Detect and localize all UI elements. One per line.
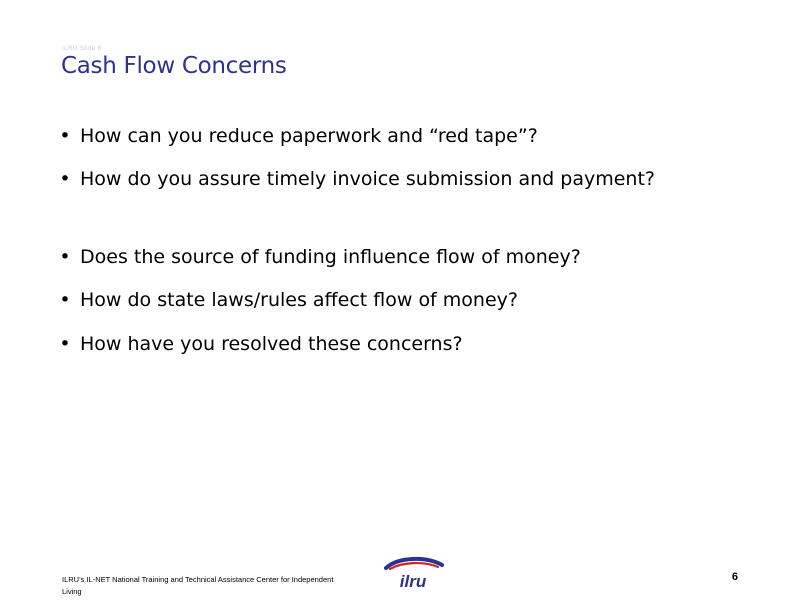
bullet-text: How do you assure timely invoice submission and payment? [80,168,655,190]
footer-organization-text: ILRU’s IL-NET National Training and Technical Assistance Center for Independent Living [62,575,334,596]
bullet-text: How can you reduce paperwork and “red tape”? [80,125,538,147]
bullet-item [58,329,718,359]
bullet-text: How do state laws/rules affect flow of money? [80,289,518,311]
page-number: 6 [731,571,738,583]
bullet-text: Does the source of funding influence flow of money? [80,246,581,268]
bullet-text: How have you resolved these concerns? [80,333,463,355]
logo-wordmark: ilru [399,572,427,590]
slide-title: Cash Flow Concerns [61,53,287,79]
slide-label: ILRU Slide 6 [62,46,102,52]
bullet-item [58,285,718,315]
bullet-item [58,164,718,194]
bullet-item [58,242,718,272]
bullet-dot-icon: • [59,333,71,355]
bullet-dot-icon: • [59,125,71,147]
ilru-logo-icon [380,556,446,590]
bullet-dot-icon: • [59,168,71,190]
bullet-dot-icon: • [59,289,71,311]
bullet-dot-icon: • [59,246,71,268]
bullet-item [58,121,718,151]
